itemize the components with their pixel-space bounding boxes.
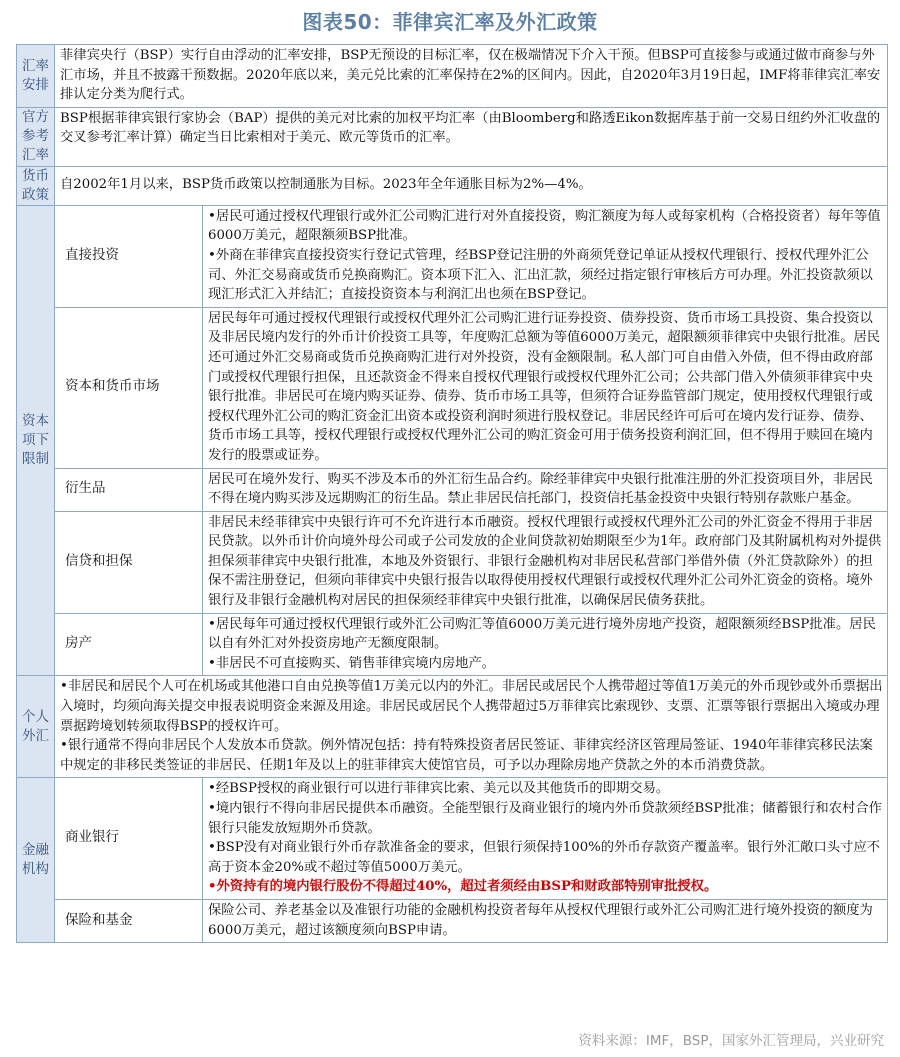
list-item: •境内银行不得向非居民提供本币融资。全能型银行及商业银行的境内外币贷款须经BSP批准；储蓄银行和农村合作银行只能发放短期外币贷款。: [208, 801, 882, 836]
table-row: [17, 468, 888, 511]
commercial-banks-cell: [203, 778, 888, 900]
table-row: [17, 778, 888, 900]
fx-regime-text: 菲律宾央行（BSP）实行自由浮动的汇率安排，BSP无预设的目标汇率，仅在极端情况下介入干预。但BSP可直接参与或通过做市商参与外汇市场，并且不披露干预数据。2020年底以来，美元兑比索的汇率保持在2%的区间内。因此，自2020年3月19日起，IMF将菲律宾汇率安排认定分类为爬行式。: [55, 45, 888, 108]
credit-text: 非居民未经菲律宾中央银行许可不允许进行本币融资。授权代理银行或授权代理外汇公司的外汇资金不得用于非居民贷款。以外币计价向境外母公司或子公司发放的企业间贷款初始期限至少为1年。政府部门及其附属机构对外提供担保须菲律宾中央银行批准，本地及外资银行、非银行金融机构对非居民私营部门举借外债（外汇贷款除外）的担保不需注册登记，但须向菲律宾中央银行报告以取得使用授权代理银行或授权代理外汇公司外汇资金的资格。境外银行及非银行金融机构对居民的担保须经菲律宾中央银行批准，以确保居民债务获批。: [203, 511, 888, 613]
subcategory-direct-investment: 直接投资: [55, 205, 203, 307]
fx-policy-table: [16, 44, 888, 943]
monetary-policy-text: 自2002年1月以来，BSP货币政策以控制通胀为目标。2023年全年通胀目标为2%—4%。: [55, 166, 888, 205]
highlight-item: •外资持有的境内银行股份不得超过40%，超过者须经由BSP和财政部特别审批授权。: [208, 879, 718, 895]
subcategory-real-estate: 房产: [55, 613, 203, 676]
table-row: [17, 307, 888, 468]
table-row: [17, 166, 888, 205]
list-item: •非居民和居民个人可在机场或其他港口自由兑换等值1万美元以内的外汇。非居民或居民个人携带超过等值1万美元的外币现钞或外币票据出入境时，均须向海关提交申报表说明资金来源及用途。非居民或居民个人携带超过5万菲律宾比索现钞、支票、汇票等银行票据出入境或办理票据跨境划转须取得BSP的授权许可。: [60, 679, 883, 734]
list-item: •非居民不可直接购买、销售菲律宾境内房地产。: [208, 655, 496, 671]
list-item: •居民每年可通过授权代理银行或外汇公司购汇等值6000万美元进行境外房地产投资，超限额须经BSP批准。居民以自有外汇对外投资房地产无额度限制。: [208, 616, 876, 652]
capital-market-text: 居民每年可通过授权代理银行或授权代理外汇公司购汇进行证券投资、债券投资、货币市场工具投资、集合投资以及非居民境内发行的外币计价投资工具等，年度购汇总额为等值6000万美元，超限额须菲律宾中央银行批准。居民还可通过外汇交易商或货币兑换商购汇进行对外投资，没有金额限制。私人部门可自由借入外债，但不得由政府部门或授权代理银行担保，且还款资金不得来自授权代理银行或授权代理外汇公司；公共部门借入外债须菲律宾中央银行批准。非居民可在境内购买证券、债券、货币市场工具等，但须符合证券监管部门规定，使用授权代理银行或授权代理外汇公司的购汇资金汇出资本或投资利润时须进行股权登记。非居民经许可后可在境内发行证券、债券、货币市场工具等，授权代理银行或授权代理外汇公司的购汇资金可用于债务投资利润汇回，但不得用于赎回在境内发行的股票或证券。: [203, 307, 888, 468]
list-item: •居民可通过授权代理银行或外汇公司购汇进行对外直接投资，购汇额度为每人或每家机构（合格投资者）每年等值6000万美元，超限额须BSP批准。: [208, 208, 881, 244]
list-item: •外商在菲律宾直接投资实行登记式管理，经BSP登记注册的外商须凭登记单证从授权代理银行、授权代理外汇公司、外汇交易商或货币兑换商购汇。资本项下汇入、汇出汇款，须经过指定银行审核后方可办理。外汇投资款须以现汇形式汇入并结汇；直接投资资本与利润汇出也须在BSP登记。: [208, 247, 873, 303]
personal-fx-cell: [55, 676, 888, 778]
subcategory-insurance: 保险和基金: [55, 899, 203, 942]
table-row: [17, 511, 888, 613]
subcategory-commercial-banks: 商业银行: [55, 778, 203, 900]
derivatives-text: 居民可在境外发行、购买不涉及本币的外汇衍生品合约。除经菲律宾中央银行批准注册的外汇投资项目外，非居民不得在境内购买涉及远期购汇的衍生品。禁止非居民信托部门，投资信托基金投资中央银行特别存款账户基金。: [203, 468, 888, 511]
official-rate-text: BSP根据菲律宾银行家协会（BAP）提供的美元对比索的加权平均汇率（由Bloomberg和路透Eikon数据库基于前一交易日纽约外汇收盘的交叉参考汇率计算）确定当日比索相对于美元、欧元等货币的汇率。: [55, 107, 888, 166]
table-row: [17, 613, 888, 676]
insurance-text: 保险公司、养老基金以及准银行功能的金融机构投资者每年从授权代理银行或外汇公司购汇进行境外投资的额度为6000万美元，超过该额度须向BSP申请。: [203, 899, 888, 942]
category-official-rate: 官方参考汇率: [17, 107, 55, 166]
chart-title: 图表50：菲律宾汇率及外汇政策: [302, 10, 598, 34]
category-personal-fx: 个人外汇: [17, 676, 55, 778]
list-item: •经BSP授权的商业银行可以进行菲律宾比索、美元以及其他货币的即期交易。: [208, 781, 670, 797]
subcategory-credit: 信贷和担保: [55, 511, 203, 613]
direct-investment-cell: [203, 205, 888, 307]
list-item: •银行通常不得向非居民个人发放本币贷款。例外情况包括：持有特殊投资者居民签证、菲律宾经济区管理局签证、1940年菲律宾移民法案中规定的非移民类签证的非居民、任期1年及以上的驻菲律宾大使馆官员，可予以办理除房地产贷款之外的本币消费贷款。: [60, 738, 873, 773]
table-row: [17, 899, 888, 942]
table-row: [17, 205, 888, 307]
table-row: [17, 676, 888, 778]
source-note: 资料来源：IMF，BSP，国家外汇管理局，兴业研究: [578, 1033, 884, 1049]
table-row: [17, 45, 888, 108]
category-fx-regime: 汇率安排: [17, 45, 55, 108]
real-estate-cell: [203, 613, 888, 676]
category-capital-controls: 资本项下限制: [17, 205, 55, 676]
category-financial-institutions: 金融机构: [17, 778, 55, 943]
list-item: •BSP没有对商业银行外币存款准备金的要求，但银行须保持100%的外币存款资产覆盖率。银行外汇敞口头寸应不高于资本金20%或不超过等值5000万美元。: [208, 840, 881, 875]
category-monetary-policy: 货币政策: [17, 166, 55, 205]
subcategory-derivatives: 衍生品: [55, 468, 203, 511]
subcategory-capital-market: 资本和货币市场: [55, 307, 203, 468]
table-row: [17, 107, 888, 166]
